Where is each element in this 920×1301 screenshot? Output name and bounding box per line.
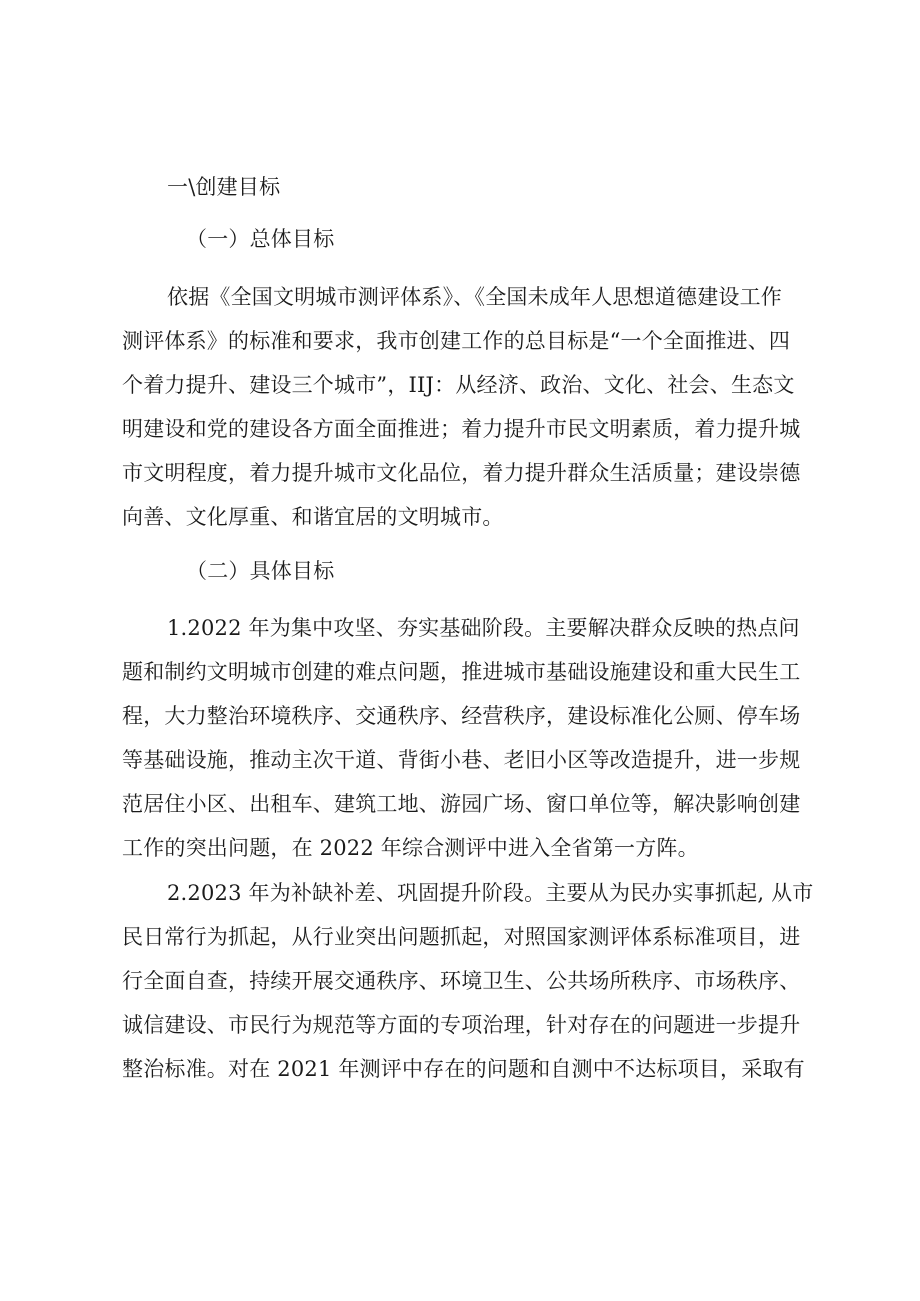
- paragraph-line: 向善、文化厚重、和谐宜居的文明城市。: [122, 505, 504, 529]
- paragraph-line: 2.2023 年为补缺补差、巩固提升阶段。主要从为民办实事抓起, 从市: [167, 881, 814, 905]
- subsection-heading-specific: （二）具体目标: [186, 559, 335, 583]
- section-heading: 一\创建目标: [167, 175, 281, 199]
- paragraph-line: 整治标准。对在 2021 年测评中存在的问题和自测中不达标项目，采取有: [122, 1057, 805, 1081]
- paragraph-line: 测评体系》的标准和要求，我市创建工作的总目标是“一个全面推进、四: [122, 329, 791, 353]
- paragraph-line: 民日常行为抓起，从行业突出问题抓起，对照国家测评体系标准项目，进: [122, 925, 801, 949]
- paragraph-line: 等基础设施，推动主次干道、背街小巷、老旧小区等改造提升，进一步规: [122, 748, 801, 772]
- paragraph-line: 诚信建设、市民行为规范等方面的专项治理，针对存在的问题进一步提升: [122, 1013, 801, 1037]
- paragraph-line: 依据《全国文明城市测评体系》、《全国未成年人思想道德建设工作: [167, 285, 782, 309]
- paragraph-line: 市文明程度，着力提升城市文化品位，着力提升群众生活质量；建设崇德: [122, 461, 801, 485]
- subsection-heading-overall: （一）总体目标: [186, 227, 335, 251]
- paragraph-line: 工作的突出问题，在 2022 年综合测评中进入全省第一方阵。: [122, 836, 699, 860]
- paragraph-line: 题和制约文明城市创建的难点问题，推进城市基础设施建设和重大民生工: [122, 660, 801, 684]
- paragraph-line: 个着力提升、建设三个城市”，IIJ：从经济、政治、文化、社会、生态文: [122, 373, 795, 397]
- paragraph-line: 程，大力整治环境秩序、交通秩序、经营秩序，建设标准化公厕、停车场: [122, 704, 801, 728]
- paragraph-line: 明建设和党的建设各方面全面推进；着力提升市民文明素质，着力提升城: [122, 417, 801, 441]
- paragraph-line: 范居住小区、出租车、建筑工地、游园广场、窗口单位等，解决影响创建: [122, 792, 801, 816]
- paragraph-line: 1.2022 年为集中攻坚、夯实基础阶段。主要解决群众反映的热点问: [167, 616, 800, 640]
- paragraph-line: 行全面自查，持续开展交通秩序、环境卫生、公共场所秩序、市场秩序、: [122, 969, 801, 993]
